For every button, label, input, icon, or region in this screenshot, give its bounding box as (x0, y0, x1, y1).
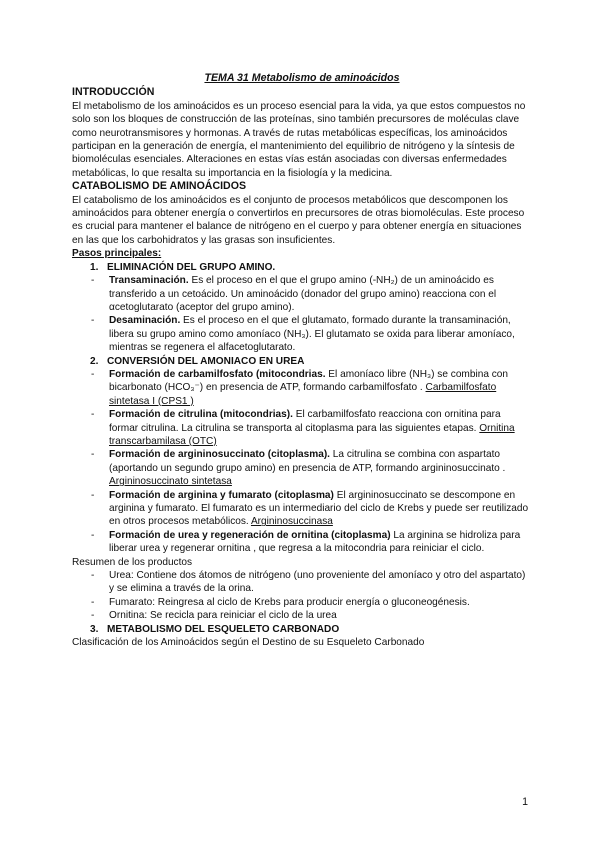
item-text: El argininosuccinato se descompone en arginina y fumarato. El fumarato es un intermediario del ciclo de Krebs y puede ser reutilizado en otros procesos metabólicos. (109, 489, 529, 528)
bullet-dash: - (91, 409, 95, 421)
list-item (91, 314, 532, 354)
list-item (91, 529, 532, 556)
item-text: El carbamilfosfato reacciona con ornitina para formar citrulina. La citrulina se transporta al citoplasma para las siguientes etapas. (109, 409, 501, 434)
intro-paragraph: El metabolismo de los aminoácidos es un proceso esencial para la vida, ya que estos compuestos no solo son los bloques de construcción de las proteínas, sino también precursores de moléculas clave como neurotransmisores y hormonas. A través de rutas metabólicas específicas, los aminoácidos participan en la generación de energía, el mantenimiento del equilibrio de nitrógeno y la síntesis de biomoléculas esenciales. Alteraciones en estas vías están asociadas con diversas enfermedades metabólicas, lo que resalta su importancia en la fisiología y la medicina. (72, 100, 526, 179)
catabolism-paragraph: El catabolismo de los aminoácidos es el conjunto de procesos metabólicos que descomponen los aminoácidos para obtener energía o convertirlos en precursores de otras biomoléculas. Este proceso es crucial para mantener el balance de nitrógeno en el cuerpo y para obtener energía en situaciones en las que los carbohidratos y las grasas son insuficientes. (72, 194, 525, 246)
enzyme-name: Carbamilfosfato sintetasa I (CPS1 ) (109, 382, 497, 407)
bullet-dash: - (91, 368, 95, 380)
step1-number: 1. (90, 261, 99, 273)
bullet-dash: - (91, 596, 95, 608)
summary-label: Resumen de los productos (72, 556, 193, 568)
item-text: Es el proceso en el que el glutamato, formado durante la transaminación, libera su grupo amino como amoníaco (NH₃). El glutamato se oxida para liberar amoníaco, mientras se regenera el alfacetoglutarato. (109, 315, 515, 354)
list-item (91, 448, 532, 488)
document-page (72, 72, 532, 649)
bullet-dash: - (91, 275, 95, 287)
item-bold: Formación de carbamilfosfato (mitocondrias. (109, 368, 326, 380)
step2-heading (90, 355, 532, 368)
item-text: La citrulina se combina con aspartato (aportando un segundo grupo amino) en presencia de ATP, formando argininosuccinato . (109, 449, 506, 474)
step2-number: 2. (90, 355, 99, 367)
bullet-dash: - (91, 529, 95, 541)
list-item (91, 596, 532, 609)
bullet-dash: - (91, 610, 95, 622)
summary-item: Fumarato: Reingresa al ciclo de Krebs para producir energía o gluconeogénesis. (109, 596, 470, 608)
summary-item: Urea: Contiene dos átomos de nitrógeno (uno proveniente del amoníaco y otro del aspartato) y se elimina a través de la orina. (109, 570, 526, 595)
list-item (91, 489, 532, 529)
item-text: El amoníaco libre (NH₃) se combina con bicarbonato (HCO₃⁻) en presencia de ATP, formando carbamilfosfato . (109, 368, 509, 394)
step1-title: ELIMINACIÓN DEL GRUPO AMINO. (107, 261, 276, 273)
item-bold: Formación de urea y regeneración de ornitina (citoplasma) (109, 529, 391, 541)
item-text: La arginina se hidroliza para liberar urea y regenerar ornitina , que regresa a la mitocondria para reiniciar el ciclo. (109, 529, 521, 555)
page-title: TEMA 31 Metabolismo de aminoácidos (204, 72, 400, 84)
item-bold: Desaminación. (109, 315, 181, 327)
steps-label: Pasos principales: (72, 248, 162, 260)
bullet-dash: - (91, 570, 95, 582)
closing-line: Clasificación de los Aminoácidos según el Destino de su Esqueleto Carbonado (72, 637, 425, 649)
step3-number: 3. (90, 623, 99, 635)
list-item (91, 569, 532, 596)
bullet-dash: - (91, 315, 95, 327)
list-item (91, 274, 532, 314)
list-item (91, 408, 532, 448)
bullet-dash: - (91, 449, 95, 461)
step2-title: CONVERSIÓN DEL AMONIACO EN UREA (107, 355, 305, 367)
summary-item: Ornitina: Se recicla para reiniciar el ciclo de la urea (109, 610, 337, 622)
catabolism-heading: CATABOLISMO DE AMINOÁCIDOS (72, 180, 247, 193)
enzyme-name: Argininosuccinasa (250, 516, 333, 528)
bullet-dash: - (91, 489, 95, 501)
list-item (91, 368, 532, 408)
item-bold: Formación de argininosuccinato (citoplasma). (109, 449, 330, 461)
step3-heading (90, 623, 532, 636)
item-text: Es el proceso en el que el grupo amino (-NH₂) de un aminoácido es transferido a un cetoácido. Un aminoácido (donador del grupo amino) reacciona con el αcetoglutarato (aceptor del grupo amino). (109, 275, 497, 313)
step3-title: METABOLISMO DEL ESQUELETO CARBONADO (107, 623, 340, 635)
list-item (91, 609, 532, 622)
enzyme-name: Ornitina transcarbamilasa (OTC) (109, 422, 515, 447)
enzyme-name: Argininosuccinato sintetasa (109, 476, 232, 488)
intro-heading: INTRODUCCIÓN (72, 86, 155, 99)
item-bold: Transaminación. (109, 275, 189, 287)
item-bold: Formación de arginina y fumarato (citoplasma) (109, 489, 334, 501)
step1-heading (90, 261, 532, 274)
page-number: 1 (522, 796, 528, 808)
item-bold: Formación de citrulina (mitocondrias). (109, 409, 293, 421)
